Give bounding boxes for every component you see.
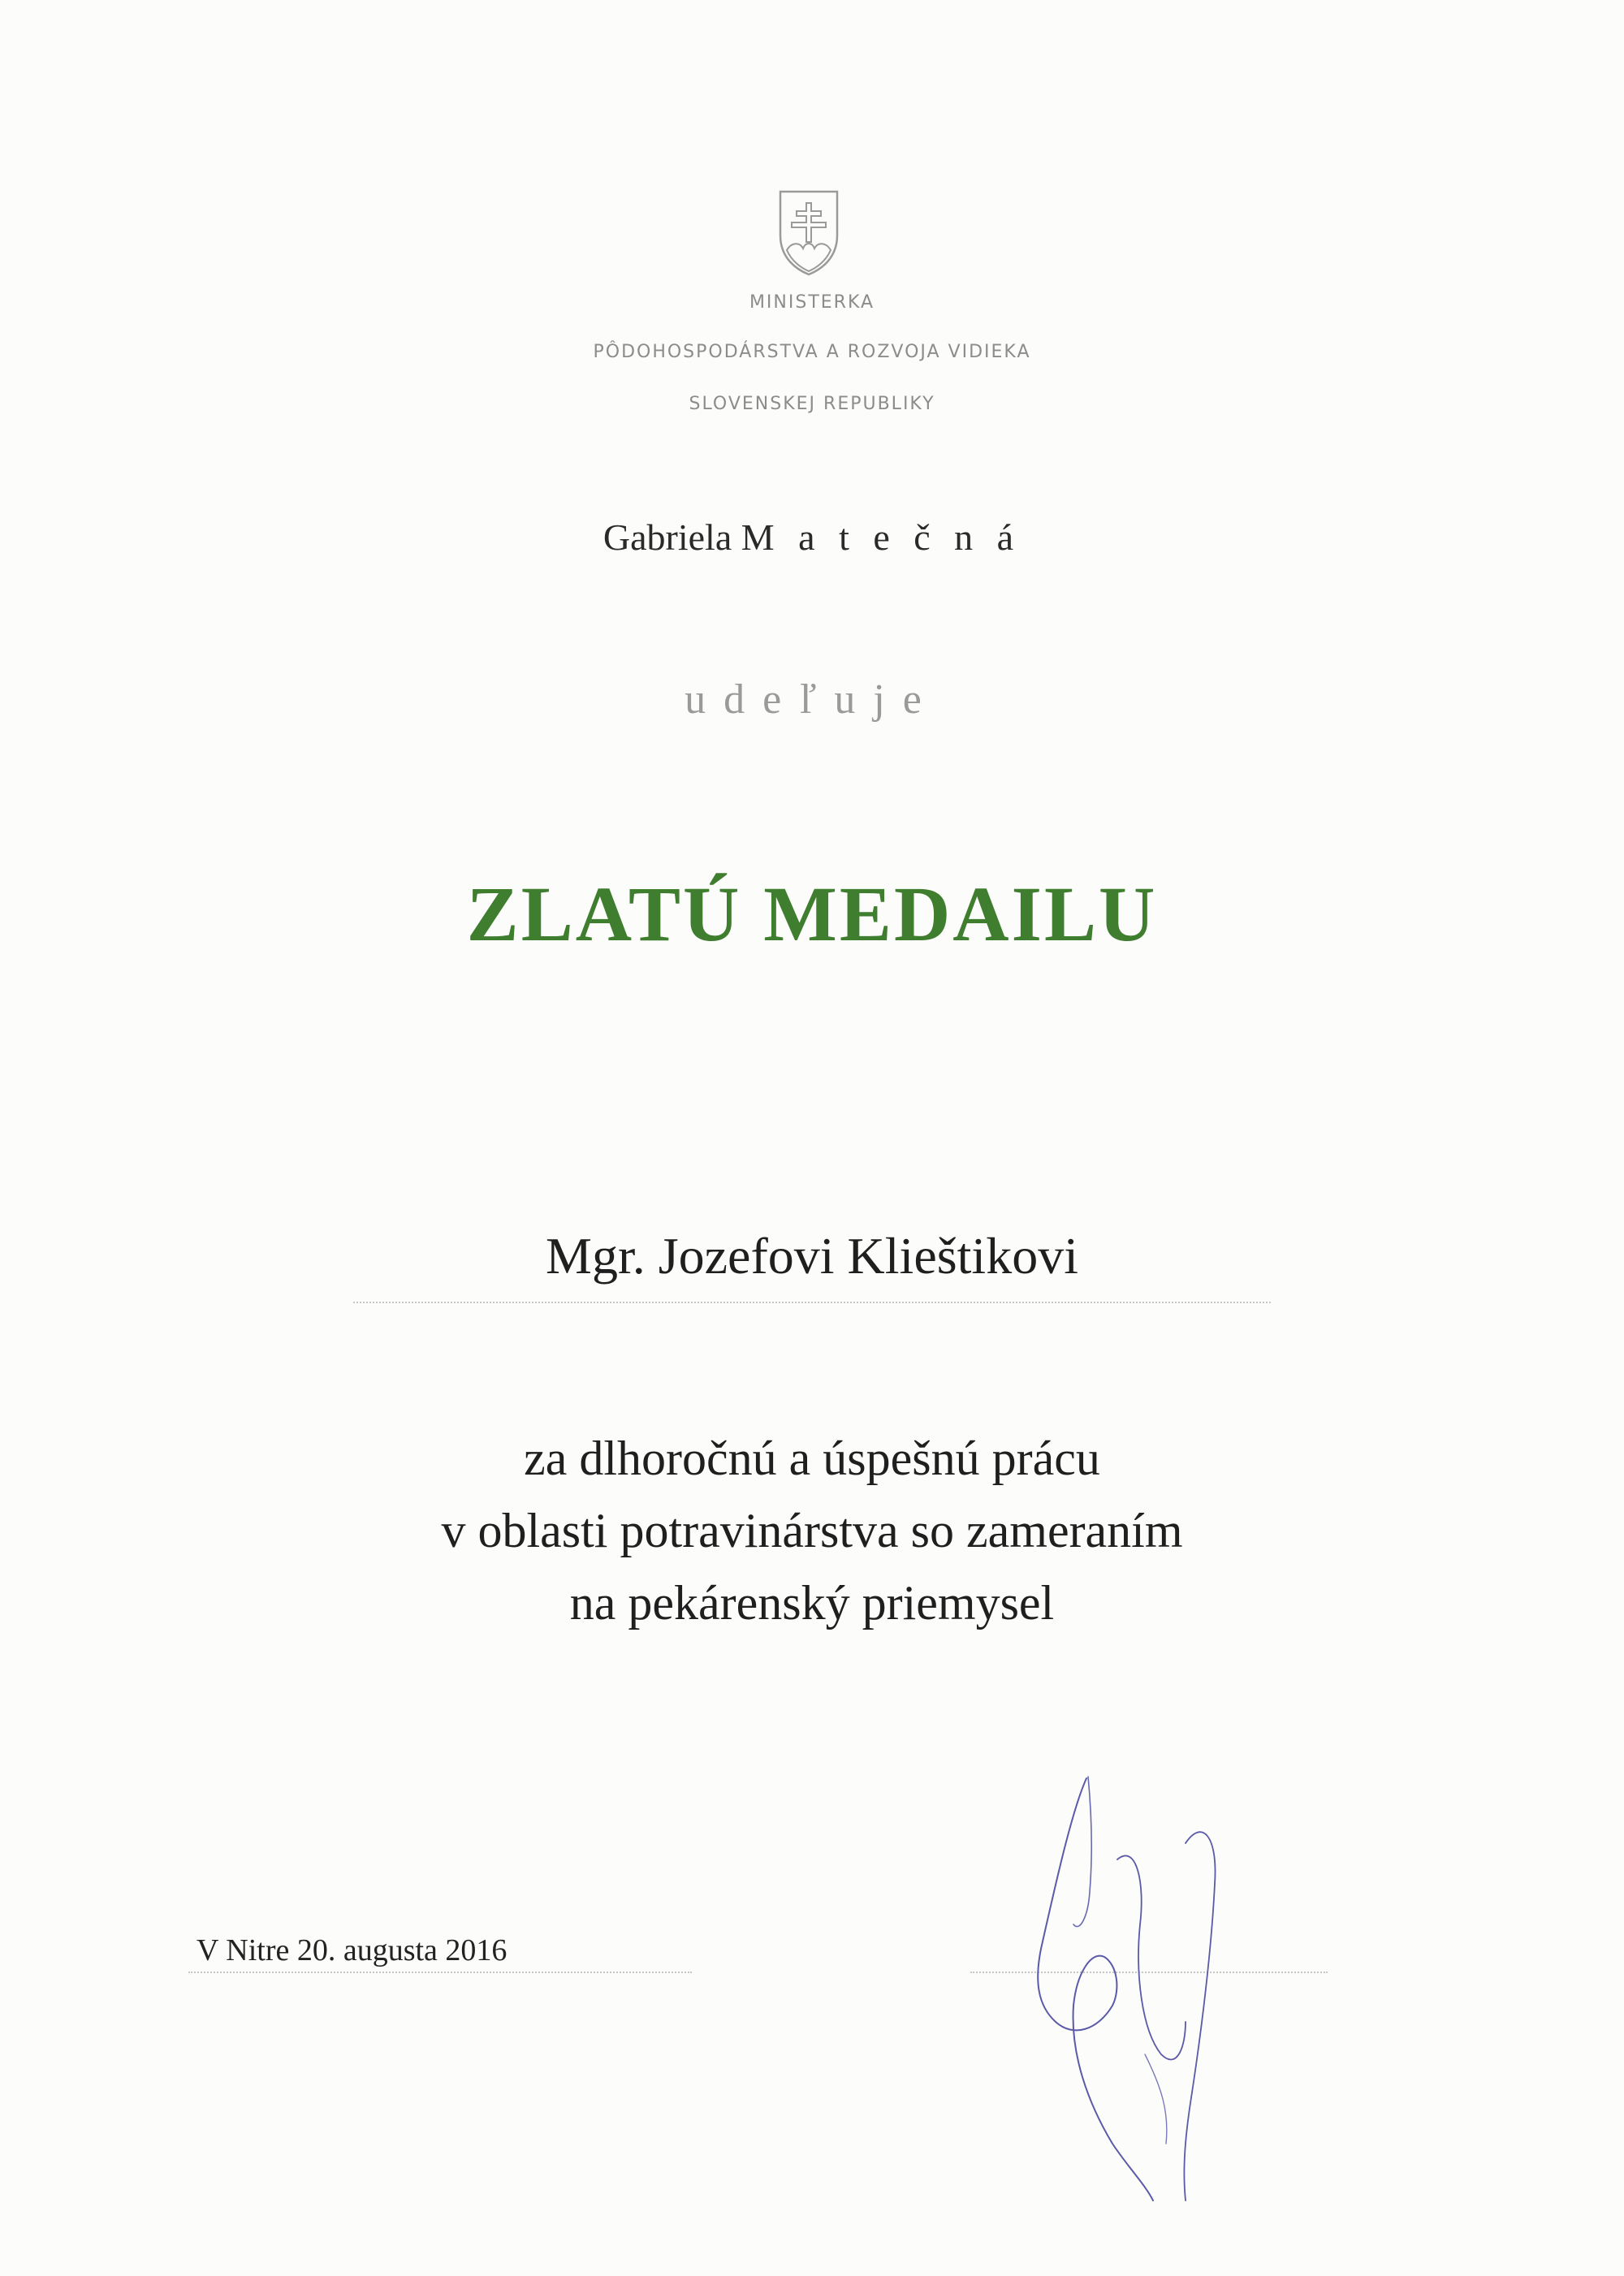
- letterhead-country: SLOVENSKEJ REPUBLIKY: [689, 394, 935, 414]
- handwritten-signature: [1023, 1762, 1234, 2217]
- letterhead-ministry-name: PÔDOHOSPODÁRSTVA A ROZVOJA VIDIEKA: [593, 342, 1031, 362]
- coat-of-arms-icon: [775, 188, 842, 278]
- place-and-date: V Nitre 20. augusta 2016: [197, 1933, 508, 1967]
- grants-verb: udeľuje: [685, 676, 939, 723]
- award-reason: [0, 1423, 1624, 1639]
- minister-name: [0, 516, 1624, 559]
- recipient-name: Mgr. Jozefovi Klieštikovi: [546, 1227, 1078, 1285]
- recipient-dotted-line: [353, 1302, 1271, 1303]
- award-title: ZLATÚ MEDAILU: [466, 870, 1158, 957]
- date-dotted-line: [188, 1972, 692, 1973]
- letterhead-ministry-title: MINISTERKA: [749, 292, 875, 313]
- reason-line: v oblasti potravinárstva so zameraním: [441, 1504, 1183, 1557]
- reason-line: za dlhoročnú a úspešnú prácu: [524, 1432, 1100, 1485]
- minister-last-name: M a t e č n á: [741, 516, 1021, 558]
- reason-line: na pekárenský priemysel: [569, 1576, 1055, 1630]
- minister-first-name: Gabriela: [603, 516, 732, 558]
